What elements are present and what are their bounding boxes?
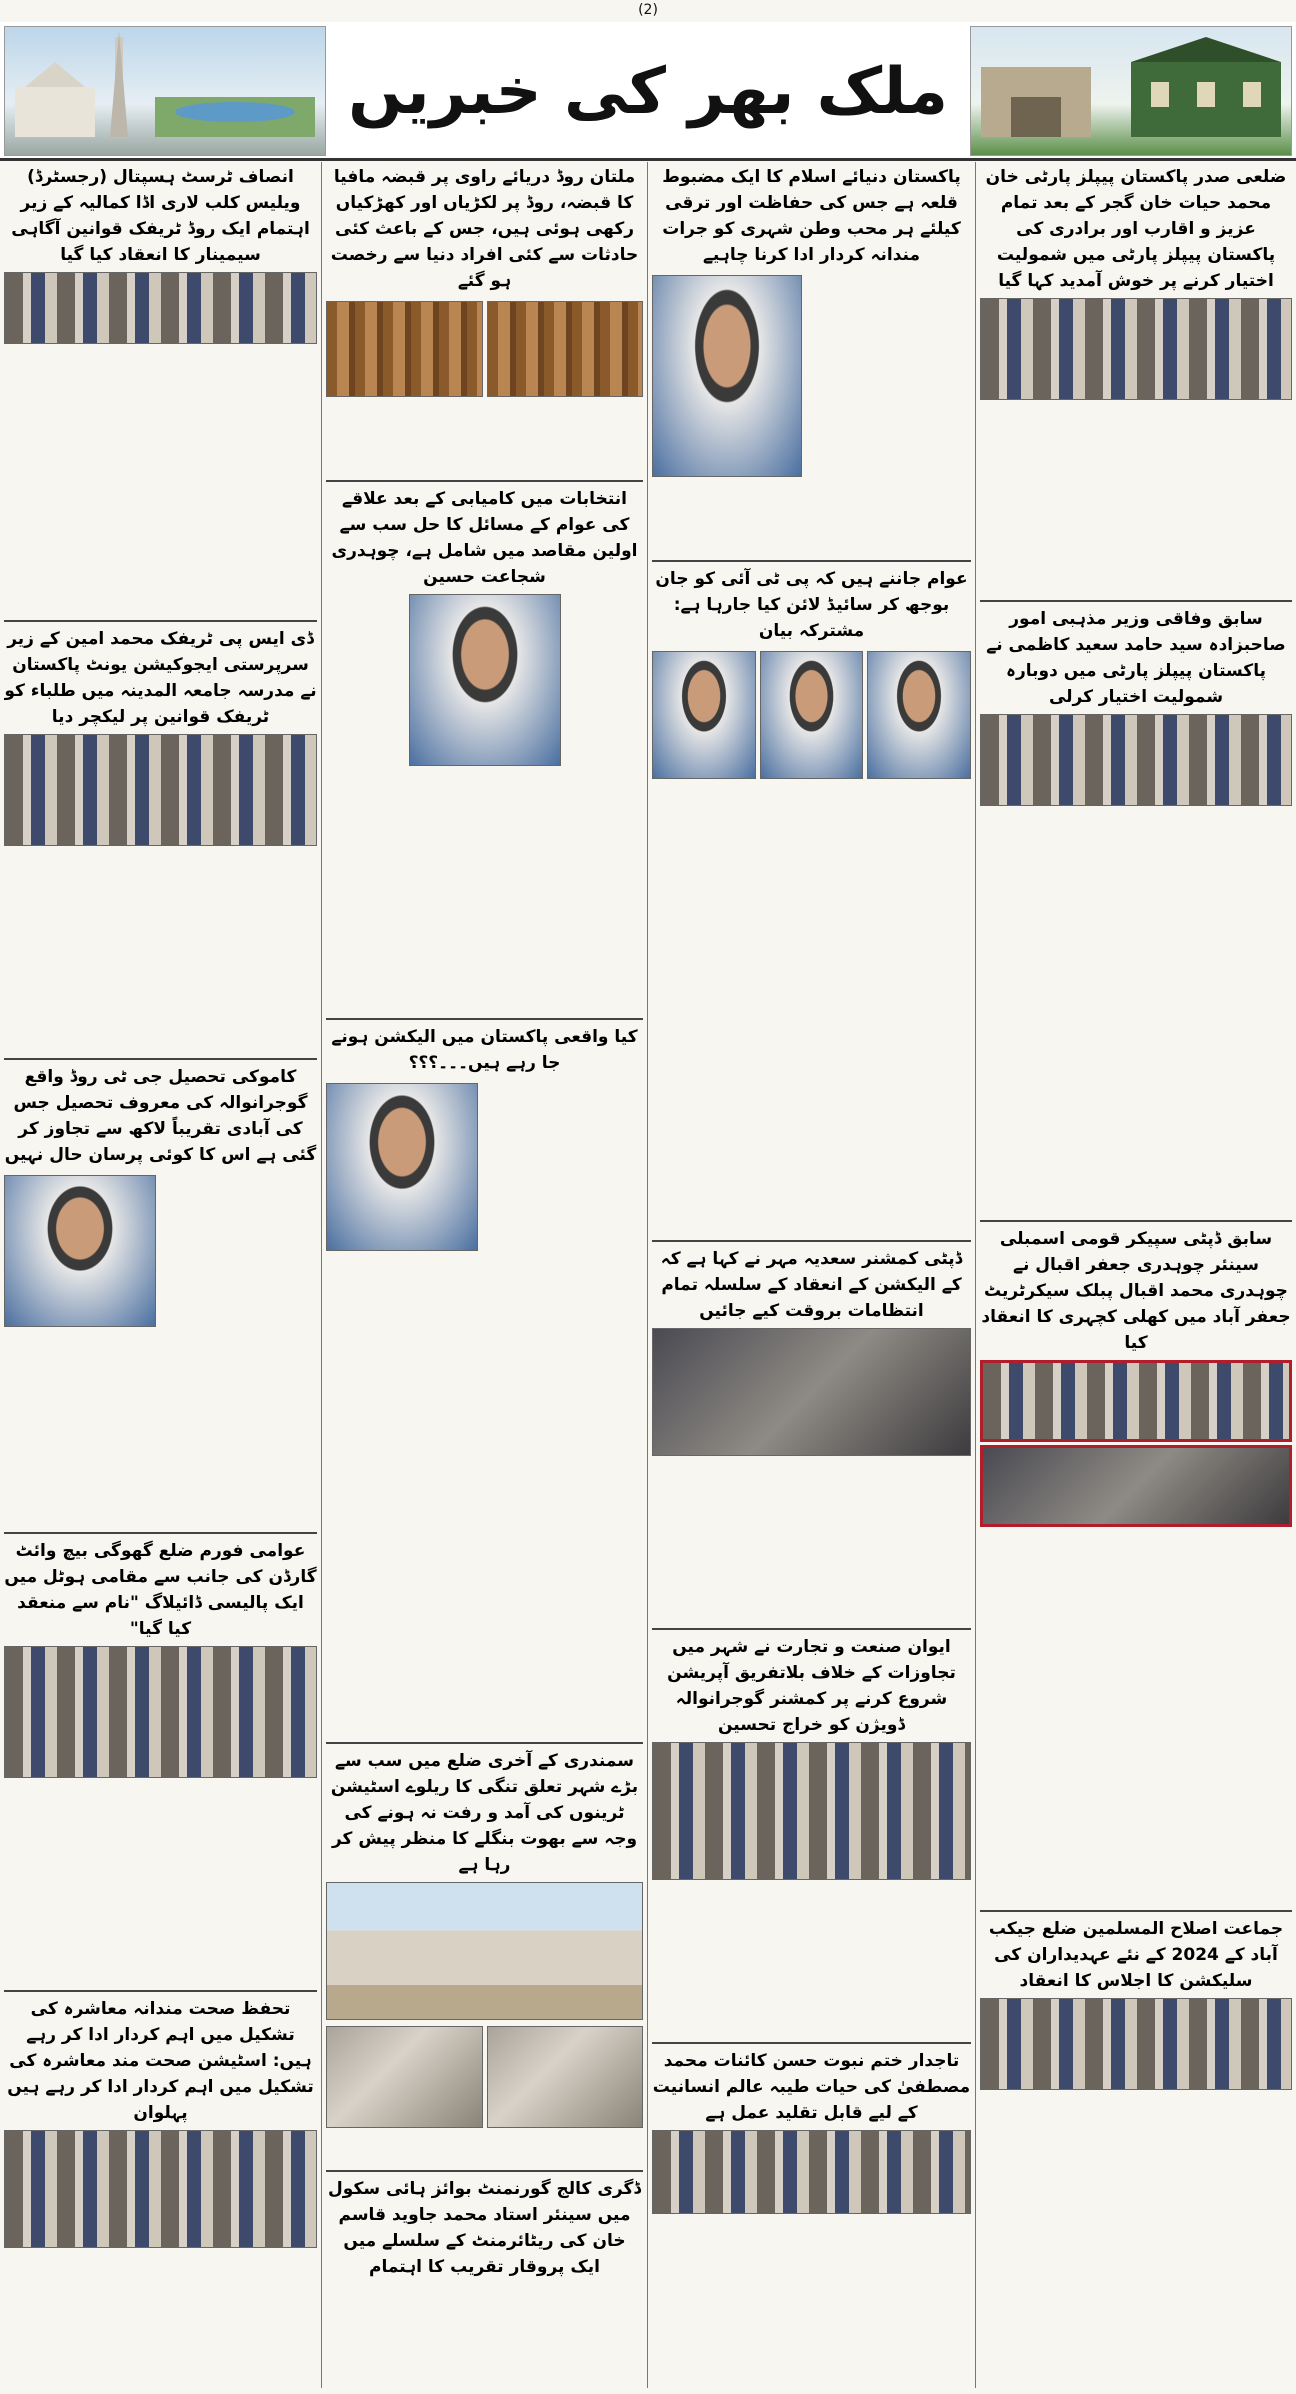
banner-image-buildings bbox=[970, 26, 1292, 156]
story-elections-question bbox=[326, 1022, 643, 1744]
story-kamoke-tehsil bbox=[4, 1062, 317, 1534]
story-headline: عوامی فورم ضلع گھوگی بیچ وائٹ گارڈن کی جانب سے مقامی ہوٹل میں ایک پالیسی ڈائیلاگ "نام سے منعقد کیا گیا" bbox=[4, 1541, 317, 1639]
column-4 bbox=[976, 162, 1296, 2388]
story-headline: تحفظ صحت مندانہ معاشرہ کی تشکیل میں اہم کردار ادا کر رہے ہیں: اسٹیشن صحت مند معاشرہ کی تشکیل میں اہم کردار ادا کر رہے ہیں پہلوان bbox=[7, 1999, 314, 2123]
story-headline: انصاف ٹرسٹ ہسپتال (رجسٹرڈ) ویلیس کلب لاری اڈا کمالیہ کے زیر اہتمام ایک روڈ ٹریفک قوانین آگاہی سیمینار کا انعقاد کیا گیا bbox=[11, 167, 310, 265]
story-photo bbox=[980, 1998, 1292, 2090]
story-pti-sidelined bbox=[652, 564, 971, 1242]
column-2 bbox=[322, 162, 648, 2388]
story-photo bbox=[4, 734, 317, 846]
story-portrait bbox=[4, 1175, 156, 1327]
gate-building-illustration bbox=[971, 27, 1291, 155]
story-kazmi-joins-ppp bbox=[980, 604, 1292, 1222]
story-photo-1 bbox=[326, 301, 483, 397]
story-pakistan-fortress bbox=[652, 162, 971, 562]
story-headline: کاموکی تحصیل جی ٹی روڈ واقع گوجرانوالہ کی معروف تحصیل جس کی آبادی تقریباً لاکھ سے تجاوز کر گئی ہے اس کا کوئی پرسان حال نہیں bbox=[4, 1067, 317, 1165]
story-photo bbox=[4, 1646, 317, 1778]
story-headline: کیا واقعی پاکستان میں الیکشن ہونے جا رہے ہیں۔۔۔؟؟؟ bbox=[331, 1027, 638, 1073]
story-multan-road-encroachment bbox=[326, 162, 643, 482]
story-portrait bbox=[326, 1083, 478, 1251]
story-photo-1 bbox=[326, 1882, 643, 2020]
story-khatm-nabuwat bbox=[652, 2046, 971, 2384]
story-headline: ڈگری کالج گورنمنٹ بوائز ہائی سکول میں سینئر استاد محمد جاوید قاسم خان کی ریٹائرمنٹ کے سلسلے میں ایک پروقار تقریب کا اہتمام bbox=[328, 2179, 641, 2277]
masthead-title: ملک بھر کی خبریں bbox=[348, 55, 948, 129]
story-portrait-2 bbox=[760, 651, 864, 779]
story-railway-station bbox=[326, 1746, 643, 2172]
story-photo bbox=[4, 2130, 317, 2248]
mosque-minar-illustration bbox=[5, 27, 325, 155]
story-traffic-lecture bbox=[4, 624, 317, 1060]
story-photo bbox=[4, 272, 317, 344]
story-chamber-commerce bbox=[652, 1632, 971, 2044]
story-healthy-society bbox=[4, 1994, 317, 2384]
story-portrait-3 bbox=[867, 651, 971, 779]
story-headline: جماعت اصلاح المسلمین ضلع جیکب آباد کے 2024 کے نئے عہدیداران کی سلیکشن کا اجلاس کا انعقاد bbox=[988, 1919, 1284, 1991]
story-headline: ایوان صنعت و تجارت نے شہر میں تجاوزات کے خلاف بلاتفریق آپریشن شروع کرنے پر کمشنر گوجرانوالہ ڈویژن کو خراج تحسین bbox=[667, 1637, 956, 1735]
story-headline: ڈی ایس پی ٹریفک محمد امین کے زیر سرپرستی ایجوکیشن یونٹ پاکستان نے مدرسہ جامعہ المدینہ میں طلباء کو ٹریفک قوانین پر لیکچر دیا bbox=[4, 629, 317, 727]
story-headline: انتخابات میں کامیابی کے بعد علاقے کی عوام کے مسائل کا حل سب سے اولین مقاصد میں شامل ہے، چوہدری شجاعت حسین bbox=[331, 489, 638, 587]
story-ppp-joining bbox=[980, 162, 1292, 602]
story-portraits-row bbox=[652, 648, 971, 782]
story-teacher-retirement bbox=[326, 2174, 643, 2384]
story-jamaat-islah bbox=[980, 1914, 1292, 2384]
story-deputy-commissioner bbox=[652, 1244, 971, 1630]
story-headline: سابق وفاقی وزیر مذہبی امور صاحبزادہ سید حامد سعید کاظمی نے پاکستان پیپلز پارٹی میں دوبارہ شمولیت اختیار کرلی bbox=[986, 609, 1286, 707]
story-portrait bbox=[652, 275, 802, 477]
story-photo-2 bbox=[326, 2026, 483, 2128]
story-portrait-1 bbox=[652, 651, 756, 779]
story-khuli-kachehri bbox=[980, 1224, 1292, 1912]
story-chaudhry-shujaat bbox=[326, 484, 643, 1020]
story-headline: سمندری کے آخری ضلع میں سب سے بڑے شہر تعلق تنگی کا ریلوے اسٹیشن ٹرینوں کی آمد و رفت نہ ہونے کی وجہ سے بھوت بنگلے کا منظر پیش کر رہا ہے bbox=[330, 1751, 639, 1875]
story-photo bbox=[652, 1742, 971, 1880]
story-traffic-seminar bbox=[4, 162, 317, 622]
story-photo bbox=[980, 714, 1292, 806]
story-photo-2 bbox=[980, 1445, 1292, 1527]
story-policy-dialogue bbox=[4, 1536, 317, 1992]
banner-image-monuments bbox=[4, 26, 326, 156]
story-photo-3 bbox=[487, 2026, 644, 2128]
story-headline: عوام جاننے ہیں کہ پی ٹی آئی کو جان بوجھ کر سائیڈ لائن کیا جارہا ہے: مشترکہ بیان bbox=[655, 569, 968, 641]
story-photo bbox=[980, 298, 1292, 400]
story-portrait bbox=[409, 594, 561, 766]
story-headline: ضلعی صدر پاکستان پیپلز پارٹی خان محمد حیات خان گجر کے بعد تمام عزیز و اقارب اور برادری کی پاکستان پیپلز پارٹی میں شمولیت اختیار کرنے پر خوش آمدید کہا گیا bbox=[985, 167, 1287, 291]
page-number: (2) bbox=[638, 2, 658, 18]
story-photo bbox=[652, 2130, 971, 2214]
column-3 bbox=[648, 162, 976, 2388]
story-headline: پاکستان دنیائے اسلام کا ایک مضبوط قلعہ ہے جس کی حفاظت اور ترقی کیلئے ہر محب وطن شہری کو جرات مندانہ کردار ادا کرنا چاہیے bbox=[662, 167, 961, 265]
story-headline: ڈپٹی کمشنر سعدیہ مہر نے کہا ہے کہ کے الیکشن کے انعقاد کے سلسلہ تمام انتظامات بروقت کیے جائیں bbox=[660, 1249, 963, 1321]
story-photos-row bbox=[326, 2023, 643, 2131]
column-1 bbox=[0, 162, 322, 2388]
story-photo-1 bbox=[980, 1360, 1292, 1442]
masthead bbox=[0, 22, 1296, 161]
story-headline: ملتان روڈ دریائے راوی پر قبضہ مافیا کا قبضہ، روڈ پر لکڑیاں اور کھڑکیاں رکھی ہوئی ہیں، جس کے باعث کئی حادثات سے کئی افراد دنیا سے رخصت ہو گئے bbox=[330, 167, 639, 291]
story-headline: تاجدار ختم نبوت حسن کائنات محمد مصطفیٰ کی حیات طیبہ عالم انسانیت کے لیے قابل تقلید عمل ہے bbox=[652, 2051, 971, 2123]
story-photo bbox=[652, 1328, 971, 1456]
story-photo-2 bbox=[487, 301, 644, 397]
story-photos-row bbox=[326, 298, 643, 400]
story-headline: سابق ڈپٹی سپیکر قومی اسمبلی سینئر چوہدری جعفر اقبال نے چوہدری محمد اقبال پبلک سیکرٹریٹ جعفر آباد میں کھلی کچہری کا انعقاد کیا bbox=[981, 1229, 1291, 1353]
